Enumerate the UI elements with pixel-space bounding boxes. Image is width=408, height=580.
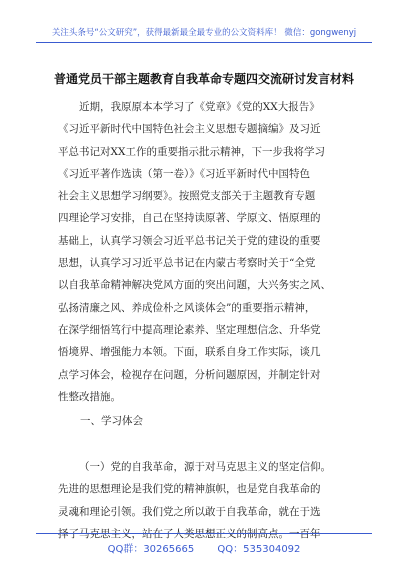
paragraph-line: 基础上，认真学习领会习近平总书记关于党的建设的重要 — [58, 234, 321, 247]
section-heading-1: 一、学习体会 — [80, 415, 143, 427]
paragraph-line: 性整改措施。 — [58, 390, 121, 403]
page-footer — [0, 540, 408, 555]
paragraph-line: 悟境界、增强能力本领。下面，联系自身工作实际，谈几 — [58, 346, 321, 359]
paragraph-line: 社会主义思想学习纲要》。按照党支部关于主题教育专题 — [58, 190, 316, 203]
paragraph-line: （一）党的自我革命，源于对马克思主义的坚定信仰。 — [79, 461, 331, 473]
paragraph-line: 灵魂和理论引领。我们党之所以敢于自我革命，就在于选 — [58, 505, 321, 518]
paragraph-line: 平总书记对XX工作的重要指示批示精神，下一步我将学习 — [58, 145, 325, 158]
document-title: 普通党员干部主题教育自我革命专题四交流研讨发言材料 — [53, 72, 354, 86]
footer-qq-id: QQ：535304092 — [217, 544, 301, 555]
paragraph-line: 思想，认真学习习近平总书记在内蒙古考察时关于“全党 — [58, 257, 316, 270]
paragraph-line: 《习近平著作选读（第一卷）》《习近平新时代中国特色 — [58, 167, 310, 180]
page-header — [0, 0, 408, 46]
header-promo-text: 关注头条号“公文研究”，获得最新最全最专业的公文资料库！ 微信：gongwenyj — [51, 28, 357, 38]
paragraph-line: 近期，我原原本本学习了《党章》《党的XX大报告》 — [79, 101, 320, 113]
paragraph-line: 先进的思想理论是我们党的精神旗帜，也是党自我革命的 — [58, 483, 321, 496]
paragraph-line: 择了马克思主义，站在了人类思想正义的制高点。一百年 — [58, 527, 321, 540]
header-divider — [36, 42, 372, 43]
paragraph-line: 《习近平新时代中国特色社会主义思想专题摘编》及习近 — [58, 123, 321, 136]
paragraph-line: 在深学细悟笃行中提高理论素养、坚定理想信念、升华党 — [58, 323, 321, 336]
paragraph-intro — [58, 96, 356, 408]
paragraph-line: 以自我革命精神解决党风方面的突出问题，大兴务实之风、 — [58, 279, 331, 292]
footer-qq-group: QQ群：30265665 — [107, 544, 195, 555]
paragraph-line: 四理论学习安排，自己在坚持读原著、学原文、悟原理的 — [58, 212, 321, 225]
paragraph-line: 点学习体会，检视存在问题，分析问题原因，并制定针对 — [58, 368, 321, 381]
footer-divider — [36, 533, 372, 534]
paragraph-line: 弘扬清廉之风、养成俭朴之风谈体会”的重要指示精神， — [58, 301, 316, 314]
paragraph-section1 — [58, 456, 356, 545]
